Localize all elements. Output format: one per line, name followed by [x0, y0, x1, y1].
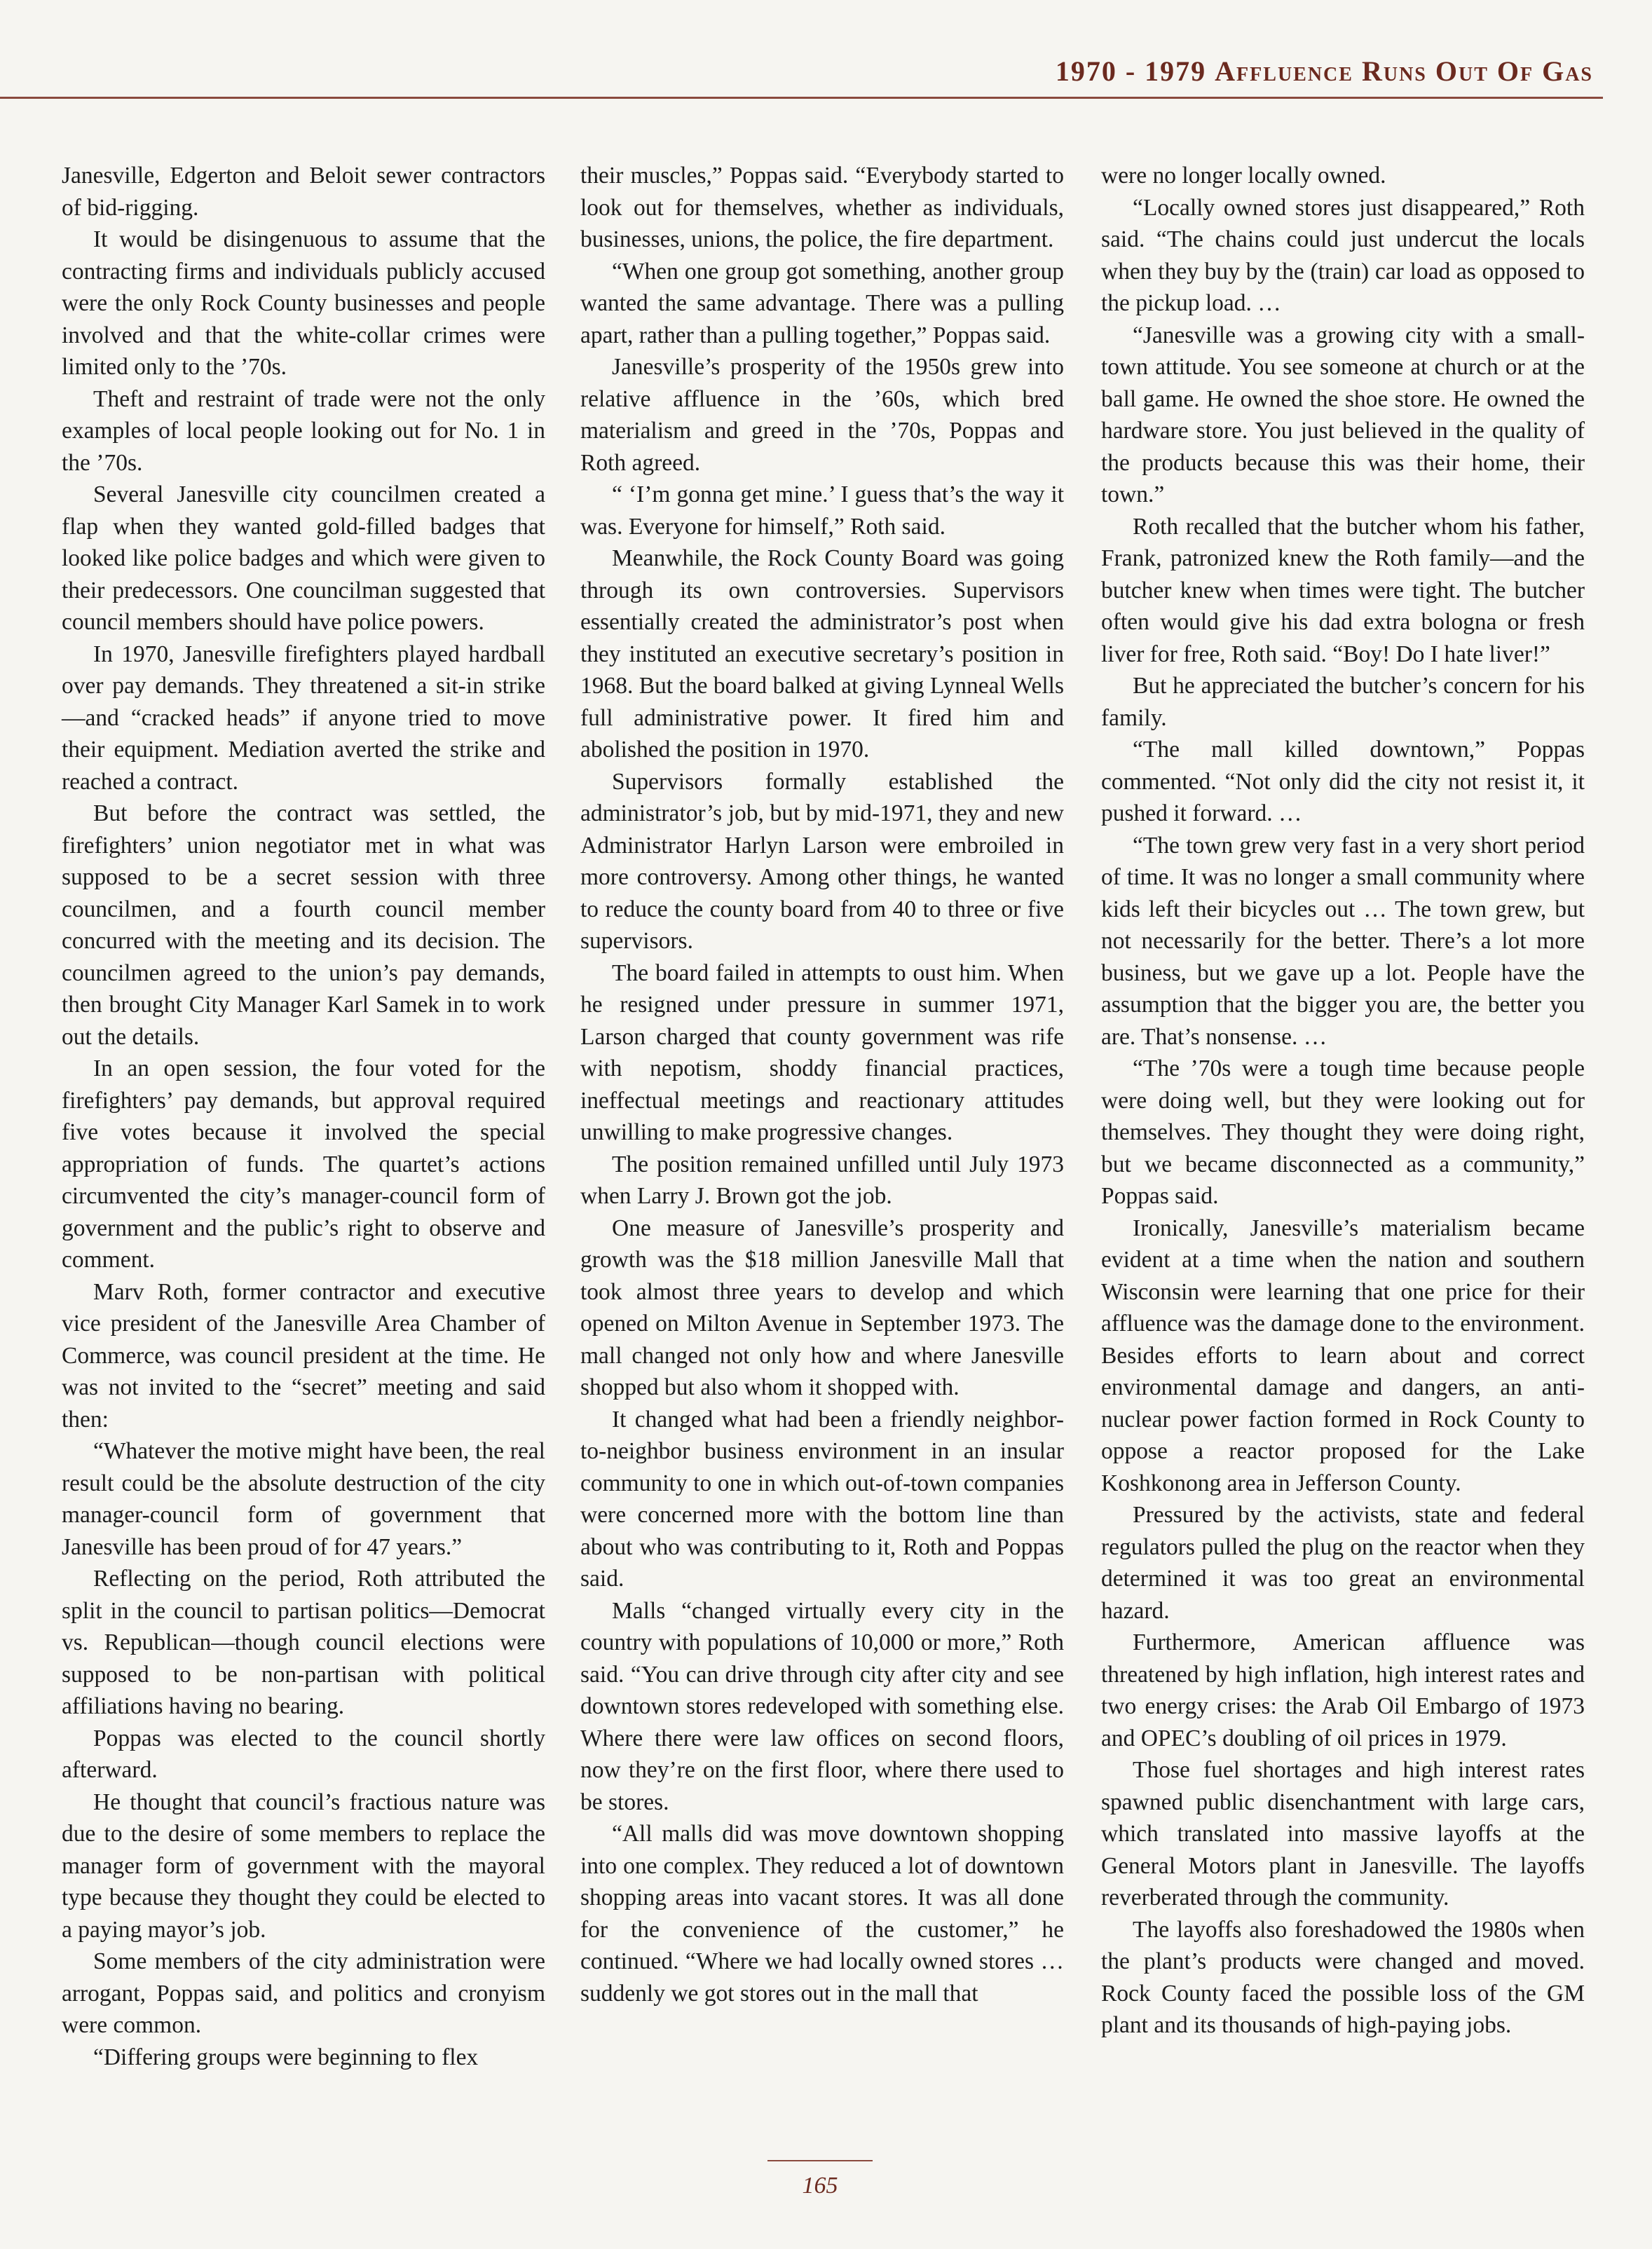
paragraph: Meanwhile, the Rock County Board was going through its own controversies. Supervisors essentially created the administrator’s post when they instituted an executive secretary’s position in 1968. But the board balked at giving Lynneal Wells full administrative power. It fired him and abolished the position in 1970.	[580, 545, 1064, 763]
paragraph: Theft and restraint of trade were not the only examples of local people looking out for No. 1 in the ’70s.	[62, 385, 545, 476]
paragraph: Supervisors formally established the administrator’s job, but by mid-1971, they and new Administrator Harlyn Larson were embroiled in more controversy. Among other things, he wanted to reduce the county board from 40 to three or five supervisors.	[580, 768, 1064, 954]
paragraph: The position remained unfilled until July 1973 when Larry J. Brown got the job.	[580, 1151, 1064, 1209]
paragraph: The layoffs also foreshadowed the 1980s when the plant’s products were changed and moved. Rock County faced the possible loss of the GM plant and its thousands of high-paying jobs.	[1101, 1916, 1585, 2038]
paragraph: “The mall killed downtown,” Poppas commented. “Not only did the city not resist it, it pushed it forward. …	[1101, 737, 1585, 826]
paragraph: their muscles,” Poppas said. “Everybody started to look out for themselves, whether as individuals, businesses, unions, the police, the fire department.	[580, 163, 1064, 252]
running-header	[1056, 55, 1593, 88]
paragraph: “Locally owned stores just disappeared,” Roth said. “The chains could just undercut the locals when they buy by the (train) car load as opposed to the pickup load. …	[1101, 194, 1585, 316]
paragraph: But he appreciated the butcher’s concern for his family.	[1101, 673, 1585, 731]
paragraph: were no longer locally owned.	[1101, 163, 1386, 189]
paragraph: Some members of the city administration were arrogant, Poppas said, and politics and cronyism were common.	[62, 1948, 545, 2038]
header-years: 1970 - 1979	[1055, 55, 1207, 87]
paragraph: “Whatever the motive might have been, the real result could be the absolute destruction of the city manager-council form of government that Janesville has been proud of for 47 years.”	[62, 1438, 545, 1560]
paragraph: Malls “changed virtually every city in the country with populations of 10,000 or more,” Roth said. “You can drive through city after city and see downtown stores redeveloped with something else. Where there were law offices on second floors, now they’re on the first floor, where there used to be stores.	[580, 1597, 1064, 1815]
paragraph: He thought that council’s fractious nature was due to the desire of some members to replace the manager form of government with the mayoral type because they thought they could be elected to a paying mayor’s job.	[62, 1789, 545, 1943]
paragraph: “Janesville was a growing city with a small-town attitude. You see someone at church or at the ball game. He owned the shoe store. He owned the hardware store. You just believed in the quality of the products because this was their home, their town.”	[1101, 322, 1585, 507]
paragraph: It changed what had been a friendly neighbor-to-neighbor business environment in an insular community to one in which out-of-town companies were concerned more with the bottom line than about who was contributing to it, Roth and Poppas said.	[580, 1406, 1064, 1592]
paragraph: Those fuel shortages and high interest rates spawned public disenchantment with large cars, which translated into massive layoffs at the General Motors plant in Janesville. The layoffs reverberated through the community.	[1101, 1757, 1585, 1910]
page-number: 165	[802, 2173, 838, 2199]
header-rule	[0, 97, 1603, 99]
paragraph: The board failed in attempts to oust him. When he resigned under pressure in summer 1971, Larson charged that county government was rife with nepotism, shoddy financial practices, ineffectual meetings and reactionary attitudes unwilling to make progressive changes.	[580, 959, 1064, 1145]
paragraph: Janesville’s prosperity of the 1950s grew into relative affluence in the ’60s, which bred materialism and greed in the ’70s, Poppas and Roth agreed.	[580, 354, 1064, 476]
paragraph: “The ’70s were a tough time because people were doing well, but they were looking out for themselves. They thought they were doing right, but we became disconnected as a community,” Poppas said.	[1101, 1055, 1585, 1209]
paragraph: “ ‘I’m gonna get mine.’ I guess that’s the way it was. Everyone for himself,” Roth said.	[580, 481, 1064, 540]
paragraph: Furthermore, American affluence was threatened by high inflation, high interest rates and two energy crises: the Arab Oil Embargo of 1973 and OPEC’s doubling of oil prices in 1979.	[1101, 1629, 1585, 1751]
paragraph: Poppas was elected to the council shortly afterward.	[62, 1725, 545, 1783]
footer-rule	[767, 2160, 873, 2161]
chapter-title: Affluence Runs Out Of Gas	[1215, 55, 1593, 87]
paragraph: “Differing groups were beginning to flex	[93, 2044, 479, 2070]
text-column-2	[580, 160, 1064, 2009]
paragraph: Several Janesville city councilmen created a flap when they wanted gold-filled badges that looked like police badges and which were given to their predecessors. One councilman suggested that council members should have police powers.	[62, 481, 545, 635]
text-column-3	[1101, 160, 1585, 2042]
paragraph: But before the contract was settled, the firefighters’ union negotiator met in what was supposed to be a secret session with three councilmen, and a fourth council member concurred with the meeting and its decision. The councilmen agreed to the union’s pay demands, then brought City Manager Karl Samek in to work out the details.	[62, 800, 545, 1050]
paragraph: Roth recalled that the butcher whom his father, Frank, patronized knew the Roth family—and the butcher knew when times were tight. The butcher often would give his dad extra bologna or fresh liver for free, Roth said. “Boy! Do I hate liver!”	[1101, 513, 1585, 667]
paragraph: “The town grew very fast in a very short period of time. It was no longer a small community where kids left their bicycles out … The town grew, but not necessarily for the better. There’s a lot more business, but we gave up a lot. People have the assumption that the bigger you are, the better you are. That’s nonsense. …	[1101, 832, 1585, 1050]
paragraph: Ironically, Janesville’s materialism became evident at a time when the nation and southern Wisconsin were learning that one price for their affluence was the damage done to the environment. Besides efforts to learn about and correct environmental damage and dangers, an anti-nuclear power faction formed in Rock County to oppose a reactor proposed for the Lake Koshkonong area in Jefferson County.	[1101, 1215, 1585, 1496]
paragraph: Reflecting on the period, Roth attributed the split in the council to partisan politics—Democrat vs. Republican—though council elections were supposed to be non-partisan with political affiliations having no bearing.	[62, 1566, 545, 1719]
paragraph: It would be disingenuous to assume that the contracting firms and individuals publicly accused were the only Rock County businesses and people involved and that the white-collar crimes were limited only to the ’70s.	[62, 226, 545, 380]
paragraph: One measure of Janesville’s prosperity and growth was the $18 million Janesville Mall that took almost three years to develop and which opened on Milton Avenue in September 1973. The mall changed not only how and where Janesville shopped but also whom it shopped with.	[580, 1215, 1064, 1400]
paragraph: In an open session, the four voted for the firefighters’ pay demands, but approval required five votes because it involved the special appropriation of funds. The quartet’s actions circumvented the city’s manager-council form of government and the public’s right to observe and comment.	[62, 1055, 545, 1273]
paragraph: “When one group got something, another group wanted the same advantage. There was a pulling apart, rather than a pulling together,” Poppas said.	[580, 258, 1064, 348]
paragraph: In 1970, Janesville firefighters played hardball over pay demands. They threatened a sit-in strike—and “cracked heads” if anyone tried to move their equipment. Mediation averted the strike and reached a contract.	[62, 641, 545, 795]
paragraph: Janesville, Edgerton and Beloit sewer contractors of bid-rigging.	[62, 163, 545, 221]
paragraph: Pressured by the activists, state and federal regulators pulled the plug on the reactor when they determined it was too great an environmental hazard.	[1101, 1502, 1585, 1624]
text-column-1	[62, 160, 545, 2073]
paragraph: Marv Roth, former contractor and executive vice president of the Janesville Area Chamber of Commerce, was council president at the time. He was not invited to the “secret” meeting and said then:	[62, 1278, 545, 1433]
paragraph: “All malls did was move downtown shopping into one complex. They reduced a lot of downtown shopping areas into vacant stores. It was all done for the convenience of the customer,” he continued. “Where we had locally owned stores … suddenly we got stores out in the mall that	[580, 1821, 1064, 2007]
